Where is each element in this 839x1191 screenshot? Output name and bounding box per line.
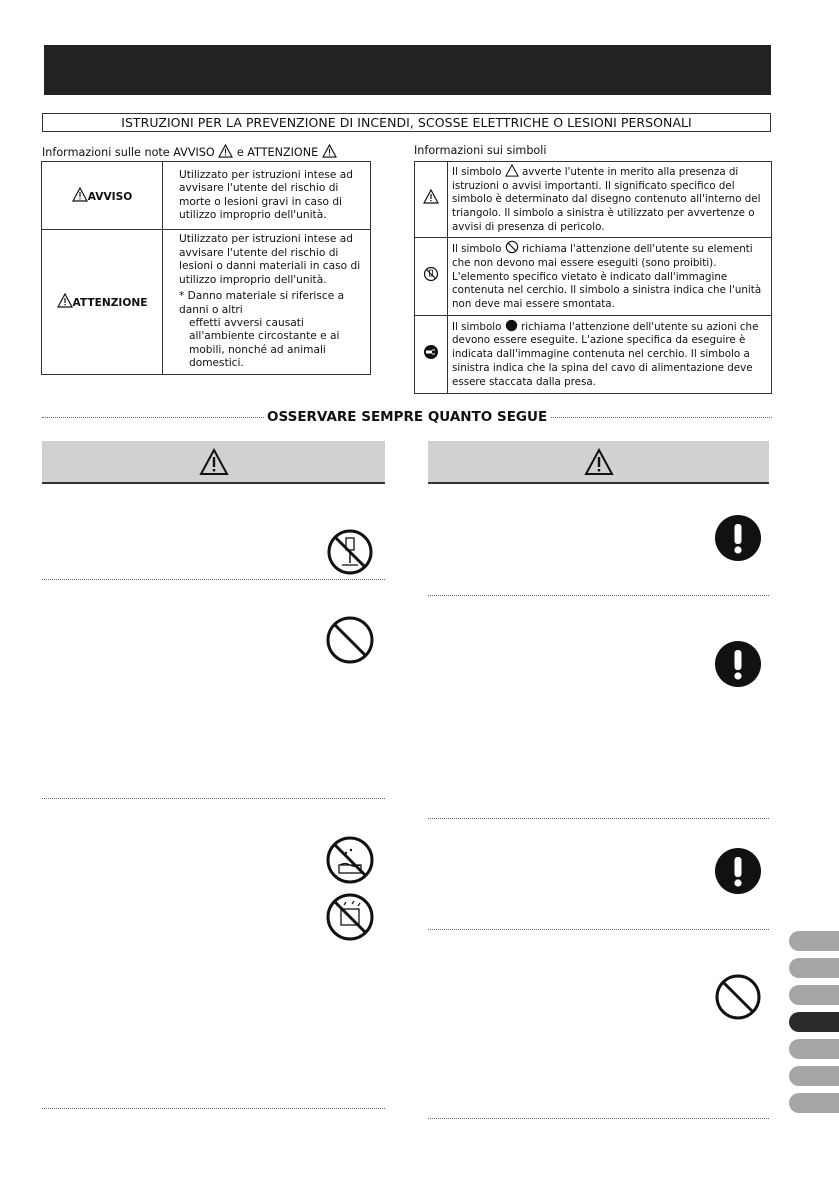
warning-triangle-icon	[322, 144, 337, 158]
language-tab[interactable]	[789, 1039, 839, 1059]
avviso-label-cell	[42, 162, 163, 230]
symbol-icon-cell	[415, 315, 448, 393]
notes-row-avviso	[42, 162, 371, 230]
symbol-text-prohibited	[448, 237, 772, 315]
language-tab[interactable]	[789, 1066, 839, 1086]
symbols-table	[414, 161, 772, 394]
right-column-header	[428, 441, 769, 484]
warning-triangle-icon	[423, 189, 439, 204]
symbol-intro: Il simbolo	[452, 320, 502, 333]
item-divider	[42, 579, 385, 580]
warning-triangle-icon	[584, 448, 614, 476]
notes-heading	[42, 144, 337, 159]
symbol-intro: Il simbolo	[452, 243, 502, 256]
symbol-row-mandatory	[415, 315, 772, 393]
notes-heading-text-2: e ATTENZIONE	[236, 146, 319, 159]
prohibited-icon	[714, 973, 762, 1021]
symbol-row-prohibited	[415, 237, 772, 315]
no-disassemble-icon	[324, 528, 376, 576]
avviso-description: Utilizzato per istruzioni intese ad avvisare l'utente del rischio di morte o lesioni gravi in caso di utilizzo improprio dell'unità.	[163, 162, 371, 230]
item-divider	[428, 818, 769, 819]
attenzione-description: Utilizzato per istruzioni intese ad avvisare l'utente del rischio di lesioni o danni materiali in caso di utilizzo improprio dell'unità.	[179, 233, 361, 286]
language-tab[interactable]	[789, 958, 839, 978]
right-caution-column	[428, 441, 769, 484]
language-tab-active[interactable]	[789, 1012, 839, 1032]
item-divider	[42, 798, 385, 799]
property-damage-note	[179, 290, 365, 370]
left-column-header	[42, 441, 385, 484]
top-banner	[44, 45, 771, 95]
warning-triangle-icon	[57, 293, 73, 308]
notes-table	[41, 161, 371, 375]
no-liquid-container-icon	[324, 892, 376, 942]
symbol-explanation: avverte l'utente in merito alla presenza di istruzioni o avvisi importanti. Il significato specifico del simbolo è determinato dal disegno contenuto all'interno del triangolo. Il simbolo a sinistra è utilizzato per avvertenze o avvisi di presenza di pericolo.	[452, 166, 761, 233]
attenzione-label: ATTENZIONE	[72, 297, 148, 310]
no-water-icon	[324, 835, 376, 885]
note-first-line: * Danno materiale si riferisce a danni o altri	[179, 290, 345, 316]
no-disassemble-icon	[423, 266, 439, 282]
symbols-heading: Informazioni sui simboli	[414, 144, 547, 157]
symbol-explanation: richiama l'attenzione dell'utente su elementi che non devono mai essere eseguiti (sono proibiti). L'elemento specifico vietato è indicato dall'immagine contenuta nel cerchio. Il simbolo a sinistra indica che l'unità non deve mai essere smontata.	[452, 243, 762, 311]
language-tabs	[789, 931, 839, 1086]
left-warning-column	[42, 441, 385, 484]
unplug-icon	[423, 344, 439, 360]
symbol-row-triangle	[415, 162, 772, 238]
mandatory-action-icon	[714, 640, 762, 688]
prohibited-icon	[324, 615, 376, 665]
avviso-label: AVVISO	[87, 190, 133, 203]
inline-prohibited-icon	[505, 240, 519, 254]
language-tab[interactable]	[789, 1093, 839, 1113]
inline-triangle-icon	[505, 164, 519, 177]
attenzione-description-cell	[163, 230, 371, 375]
symbol-text-triangle	[448, 162, 772, 238]
mandatory-action-icon	[714, 847, 762, 895]
language-tab[interactable]	[789, 931, 839, 951]
symbol-icon-cell	[415, 237, 448, 315]
item-divider	[428, 595, 769, 596]
warning-triangle-icon	[72, 187, 88, 202]
item-divider	[42, 1108, 385, 1109]
mandatory-action-icon	[714, 514, 762, 562]
notes-row-attenzione	[42, 230, 371, 375]
symbol-intro: Il simbolo	[452, 166, 502, 178]
note-continuation: effetti avversi causati all'ambiente circostante e ai mobili, nonché ad animali domestici.	[189, 316, 340, 370]
language-tab[interactable]	[789, 985, 839, 1005]
warning-triangle-icon	[199, 448, 229, 476]
item-divider	[428, 929, 769, 930]
notes-heading-text-1: Informazioni sulle note AVVISO	[42, 146, 215, 159]
symbol-text-mandatory	[448, 315, 772, 393]
warning-triangle-icon	[218, 144, 233, 158]
observe-heading: OSSERVARE SEMPRE QUANTO SEGUE	[264, 409, 550, 425]
symbol-icon-cell	[415, 162, 448, 238]
main-title: ISTRUZIONI PER LA PREVENZIONE DI INCENDI, SCOSSE ELETTRICHE O LESIONI PERSONALI	[42, 113, 771, 132]
attenzione-label-cell	[42, 230, 163, 375]
inline-filled-circle-icon	[505, 319, 518, 332]
symbol-explanation: richiama l'attenzione dell'utente su azioni che devono essere eseguite. L'azione specifica da eseguire è indicata dall'immagine contenuta nel cerchio. Il simbolo a sinistra indica che la spina del cavo di alimentazione deve essere staccata dalla presa.	[452, 320, 759, 388]
item-divider	[428, 1118, 769, 1119]
